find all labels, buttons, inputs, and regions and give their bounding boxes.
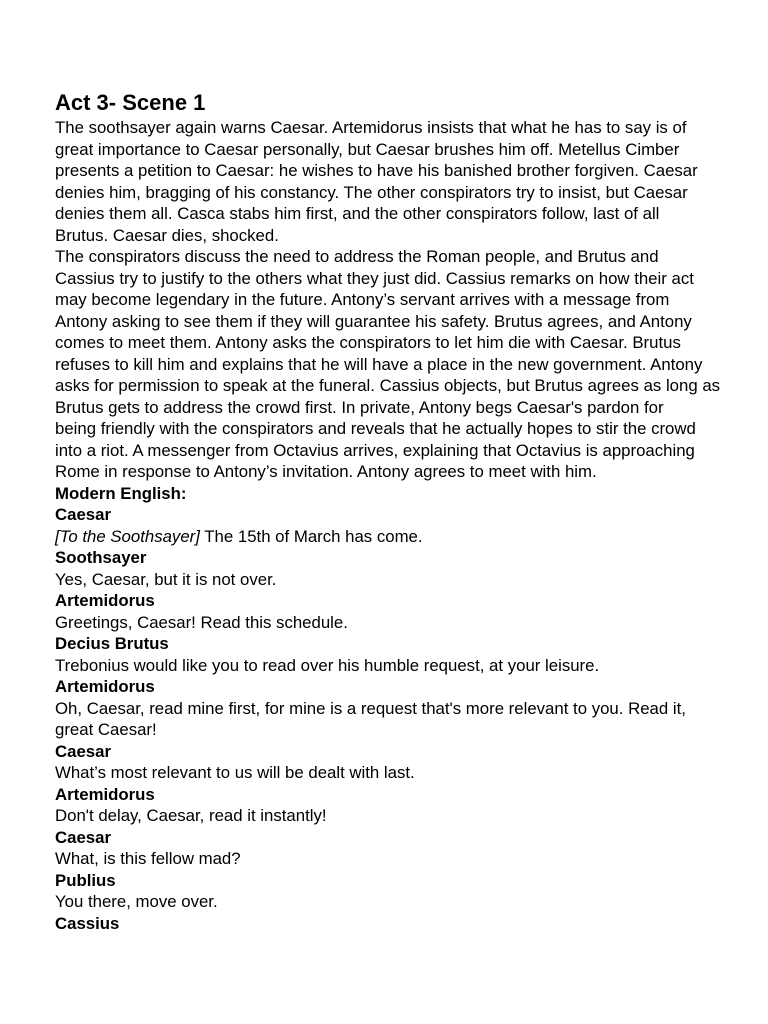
speaker-name: Artemidorus: [55, 784, 155, 804]
section-heading: Modern English:: [55, 483, 187, 503]
speaker-name: Artemidorus: [55, 677, 155, 696]
summary-line: comes to meet them. Antony asks the conspirators to let him die with Caesar. Brutus: [55, 333, 681, 352]
summary-line: Cassius try to justify to the others what they just did. Cassius remarks on how their act: [55, 268, 694, 288]
summary-line: denies him, bragging of his constancy. The other conspirators try to insist, but Caesar: [55, 182, 688, 202]
speaker-name: Cassius: [55, 913, 120, 933]
speech: [55, 504, 745, 547]
speaker-name: Soothsayer: [55, 548, 147, 567]
summary-line: refuses to kill him and explains that he will have a place in the new government. Antony: [55, 354, 703, 374]
summary-line: Antony asking to see them if they will guarantee his safety. Brutus agrees, and Antony: [55, 311, 692, 331]
summary-line: being friendly with the conspirators and reveals that he actually hopes to stir the crowd: [55, 419, 696, 438]
summary-line: Brutus. Caesar dies, shocked.: [55, 225, 279, 245]
speaker-name: Caesar: [55, 741, 111, 761]
speaker-name: Publius: [55, 870, 116, 890]
speaker-name: Caesar: [55, 827, 111, 847]
speech: [55, 590, 745, 633]
dialogue: [55, 504, 745, 934]
summary-line: Rome in response to Antony’s invitation. Antony agrees to meet with him.: [55, 462, 597, 481]
summary-line: may become legendary in the future. Antony’s servant arrives with a message from: [55, 290, 670, 309]
dialogue-line: Greetings, Caesar! Read this schedule.: [55, 612, 348, 632]
dialogue-line: Oh, Caesar, read mine first, for mine is a request that's more relevant to you. Read it,: [55, 698, 686, 718]
dialogue-line: [55, 526, 745, 548]
summary-line: presents a petition to Caesar: he wishes to have his banished brother forgiven. Caesar: [55, 161, 698, 180]
summary-line: into a riot. A messenger from Octavius arrives, explaining that Octavius is approaching: [55, 440, 695, 460]
speaker-name: Artemidorus: [55, 591, 155, 610]
dialogue-line: What, is this fellow mad?: [55, 849, 241, 868]
summary-line: The soothsayer again warns Caesar. Artemidorus insists that what he has to say is of: [55, 118, 687, 137]
summary-paragraph: [55, 246, 745, 483]
scene-title: Act 3- Scene 1: [55, 90, 206, 115]
dialogue-line-text: The 15th of March has come.: [204, 526, 423, 546]
speech: [55, 870, 745, 913]
summary-line: asks for permission to speak at the funeral. Cassius objects, but Brutus agrees as long as: [55, 376, 721, 395]
summary-line: The conspirators discuss the need to address the Roman people, and Brutus and: [55, 247, 659, 266]
dialogue-line: Yes, Caesar, but it is not over.: [55, 569, 277, 589]
dialogue-line: Trebonius would like you to read over his humble request, at your leisure.: [55, 655, 600, 675]
summary-line: great importance to Caesar personally, but Caesar brushes him off. Metellus Cimber: [55, 139, 680, 159]
speech: [55, 633, 745, 676]
summary-line: Brutus gets to address the crowd first. In private, Antony begs Caesar's pardon for: [55, 397, 664, 417]
summary-paragraph: [55, 117, 745, 246]
stage-direction: [To the Soothsayer]: [55, 526, 200, 546]
dialogue-line: What’s most relevant to us will be dealt with last.: [55, 763, 415, 782]
speaker-name: Decius Brutus: [55, 634, 169, 653]
document-page: [55, 89, 745, 934]
speech: [55, 784, 745, 827]
dialogue-line: Don't delay, Caesar, read it instantly!: [55, 806, 327, 825]
speech: [55, 827, 745, 870]
speech: [55, 676, 745, 741]
speech: [55, 547, 745, 590]
dialogue-line: You there, move over.: [55, 892, 218, 911]
speech: [55, 913, 745, 935]
summary-line: denies them all. Casca stabs him first, and the other conspirators follow, last of all: [55, 204, 660, 223]
speech: [55, 741, 745, 784]
dialogue-line: great Caesar!: [55, 720, 157, 739]
speaker-name: Caesar: [55, 505, 111, 524]
